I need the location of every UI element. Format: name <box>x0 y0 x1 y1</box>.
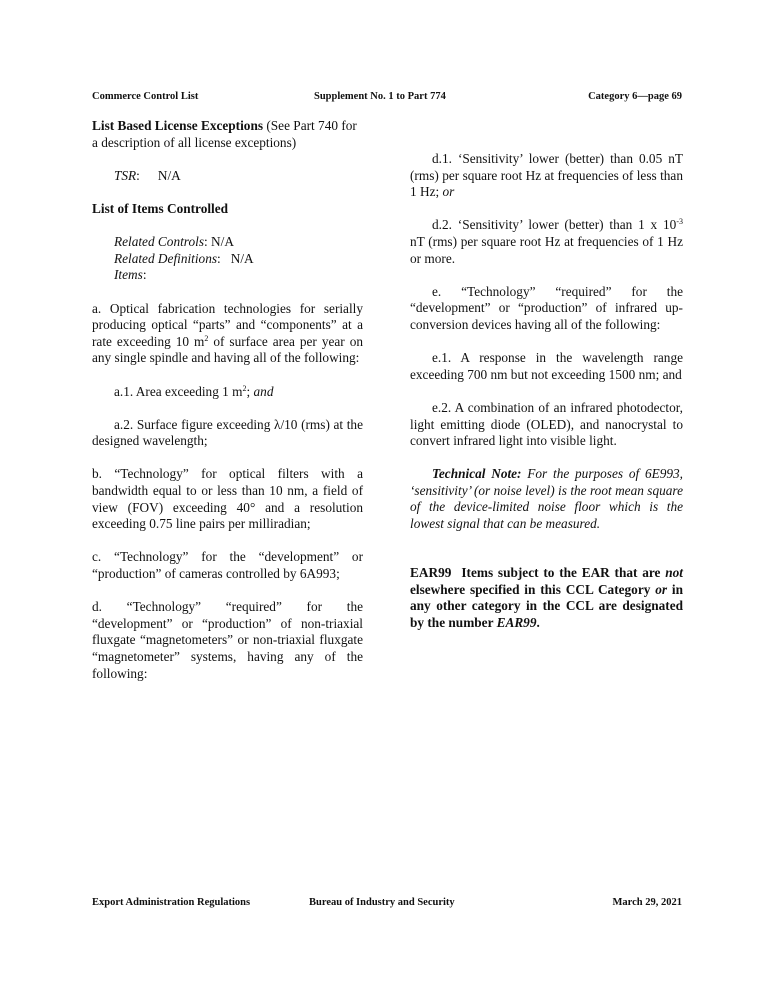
ear99-number: EAR99 <box>496 615 537 631</box>
item-e2: e.2. A combination of an infrared photodector, light emitting diode (OLED), and nanocrystal to convert infrared light into visible light. <box>410 399 683 449</box>
license-exceptions-text: (See Part 740 for a description of all license exceptions) <box>92 118 357 150</box>
tsr-label: TSR <box>114 167 137 183</box>
related-block <box>92 234 363 284</box>
ear99-text-1: Items subject to the EAR that are <box>461 565 666 581</box>
related-definitions-label: Related Definitions <box>114 250 218 266</box>
header-left: Commerce Control List <box>92 91 199 102</box>
ear99-code: EAR99 <box>410 565 452 581</box>
footer-right: March 29, 2021 <box>612 897 682 908</box>
related-definitions-value: : N/A <box>217 250 254 266</box>
technical-note <box>410 466 683 532</box>
item-a1-sep: ; <box>246 383 254 399</box>
item-d: d. “Technology” “required” for the “development” or “production” of non-triaxial fluxgate “magnetometers” or non-triaxial fluxgate “magnetometer” systems, having any of the following: <box>92 599 363 681</box>
item-d2 <box>410 217 683 267</box>
left-column <box>92 118 363 699</box>
item-e1: e.1. A response in the wavelength range exceeding 700 nm but not exceeding 1500 nm; and <box>410 350 683 382</box>
item-d1-text: d.1. ‘Sensitivity’ lower (better) than 0.05 nT (rms) per square root Hz at frequencies of less than 1 Hz; <box>410 151 683 200</box>
item-a2: a.2. Surface figure exceeding λ/10 (rms) at the designed wavelength; <box>92 416 363 449</box>
item-d1 <box>410 151 683 201</box>
technical-note-text: For the purposes of 6E993, ‘sensitivity’ (or noise level) is the root mean square of the device-limited noise floor which is the lowest signal that can be measured. <box>410 466 683 532</box>
license-exceptions-heading: List Based License Exceptions <box>92 118 264 133</box>
related-controls-label: Related Controls <box>114 234 204 250</box>
header-center: Supplement No. 1 to Part 774 <box>314 91 446 102</box>
item-b: b. “Technology” for optical filters with a bandwidth equal to or less than 10 nm, a field of view (FOV) exceeding 40° and a resolution exceeding 0.75 line pairs per milliradian; <box>92 466 363 532</box>
footer-left: Export Administration Regulations <box>92 897 251 908</box>
ear99-text-2: elsewhere specified in this CCL Category <box>410 581 656 597</box>
header-right: Category 6—page 69 <box>588 91 682 102</box>
license-exceptions <box>92 118 363 151</box>
ear99-block <box>410 565 683 631</box>
items-label: Items <box>114 267 143 283</box>
item-a <box>92 301 363 367</box>
item-d2-text: d.2. ‘Sensitivity’ lower (better) than 1 x 10 <box>432 217 677 233</box>
footer-center: Bureau of Industry and Security <box>309 897 455 908</box>
technical-note-label: Technical Note: <box>432 466 522 482</box>
item-c: c. “Technology” for the “development” or “production” of cameras controlled by 6A993; <box>92 549 363 582</box>
item-a1 <box>92 384 363 401</box>
items-colon: : <box>142 267 147 283</box>
right-column <box>410 118 683 648</box>
items-controlled-heading-text: List of Items Controlled <box>92 200 229 216</box>
ear99-or: or <box>655 581 668 597</box>
related-controls-value: : N/A <box>204 234 234 250</box>
item-a1-and: and <box>253 383 274 399</box>
item-d1-or: or <box>442 184 455 200</box>
tsr-line: TSR: N/A <box>114 167 181 183</box>
item-e: e. “Technology” “required” for the “development” or “production” of infrared up-conversion devices having all of the following: <box>410 283 683 332</box>
item-d2-text-end: nT (rms) per square root Hz at frequencies of 1 Hz or more. <box>410 233 683 266</box>
ear99-period: . <box>536 615 540 631</box>
ear99-not: not <box>665 565 683 581</box>
ear99-text-3: in any other category in the CCL are designated by the number <box>410 581 683 631</box>
item-a1-text: a.1. Area exceeding 1 m <box>114 383 243 399</box>
item-a1-sup: 2 <box>242 383 247 393</box>
item-a-sup: 2 <box>204 333 209 343</box>
item-a-text-end: of surface area per year on any single spindle and having all of the following: <box>92 333 363 366</box>
tsr-value: N/A <box>157 167 181 183</box>
items-controlled-heading <box>92 201 363 218</box>
item-d2-sup: -3 <box>676 217 683 227</box>
item-a-text: a. Optical fabrication technologies for serially producing optical “parts” and “components” at a rate exceeding 10 m <box>92 300 363 349</box>
